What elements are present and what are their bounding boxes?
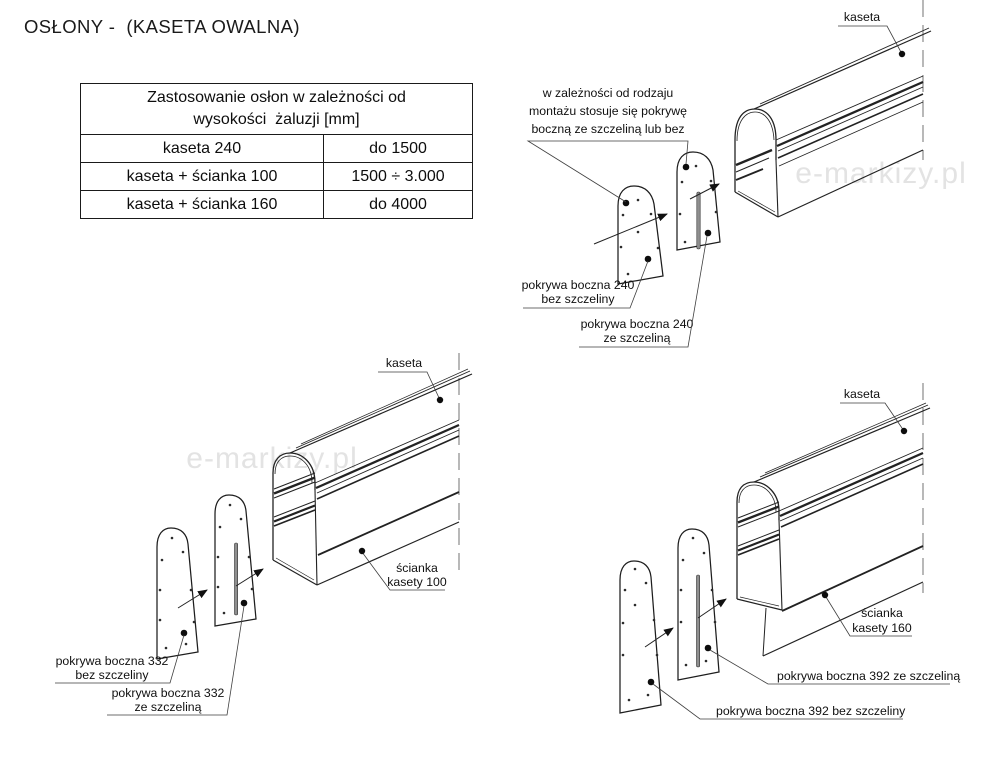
watermark: e-markizy.pl	[186, 442, 358, 475]
cover-slot	[697, 192, 700, 249]
diagram-kaseta-240	[500, 0, 1000, 358]
side-cover-with-slot-240	[677, 152, 720, 250]
cover-plain-line1: pokrywa boczna 332	[55, 654, 169, 668]
cover-plain-line2: bez szczeliny	[75, 668, 149, 682]
cover-slot	[697, 575, 700, 667]
cassette-silhouette	[273, 374, 472, 585]
wall-label-line2: kasety 160	[852, 621, 912, 635]
kaseta-label: kaseta	[385, 356, 423, 370]
side-cover-no-slot-332	[157, 528, 198, 659]
cell-application: kaseta + ścianka 100	[81, 163, 324, 191]
side-cover-no-slot-392	[620, 561, 661, 713]
table-row	[81, 191, 473, 219]
table-header-cell	[81, 84, 473, 135]
application-table	[80, 83, 473, 219]
side-cover-no-slot-240	[618, 186, 663, 284]
cell-height-range: 1500 ÷ 3.000	[324, 163, 473, 191]
cell-application: kaseta + ścianka 160	[81, 191, 324, 219]
table-header-line1: Zastosowanie osłon w zależności od	[147, 89, 406, 107]
table-row	[81, 135, 473, 163]
cover-slot-label: pokrywa boczna 392 ze szczeliną	[777, 669, 961, 683]
cover-plain-line1: pokrywa boczna 240	[521, 278, 635, 292]
label-mounting-note	[528, 86, 688, 202]
diagram-kaseta-scianka-160	[590, 375, 1000, 758]
side-cover-with-slot-332	[215, 495, 256, 626]
table-header-line2: wysokości żaluzji [mm]	[193, 111, 360, 128]
kaseta-label: kaseta	[843, 387, 881, 401]
wall-label-line1: ścianka	[396, 561, 438, 575]
cover-slot	[235, 543, 238, 615]
note-line1: w zależności od rodzaju	[542, 86, 674, 100]
table-row	[81, 163, 473, 191]
wall-label-line1: ścianka	[861, 606, 903, 620]
cell-height-range: do 1500	[324, 135, 473, 163]
cell-application: kaseta 240	[81, 135, 324, 163]
cover-plain-line2: bez szczeliny	[541, 292, 615, 306]
note-line3: boczną ze szczeliną lub bez	[531, 122, 685, 136]
cover-slot-line2: ze szczeliną	[603, 331, 671, 345]
cover-slot-line2: ze szczeliną	[134, 700, 202, 714]
cover-slot-line1: pokrywa boczna 332	[111, 686, 225, 700]
page-title: OSŁONY - (KASETA OWALNA)	[24, 16, 300, 37]
label-cover-no-slot	[653, 684, 906, 719]
cell-height-range: do 4000	[324, 191, 473, 219]
note-line2: montażu stosuje się pokrywę	[529, 104, 687, 118]
side-cover-with-slot-392	[678, 529, 719, 680]
cover-slot-line1: pokrywa boczna 240	[580, 317, 694, 331]
wall-label-line2: kasety 100	[387, 575, 447, 589]
cover-plain-label: pokrywa boczna 392 bez szczeliny	[716, 704, 906, 718]
diagram-kaseta-scianka-100	[20, 350, 500, 745]
kaseta-label: kaseta	[843, 10, 881, 24]
watermark: e-markizy.pl	[795, 157, 967, 190]
label-cover-with-slot	[710, 650, 960, 684]
